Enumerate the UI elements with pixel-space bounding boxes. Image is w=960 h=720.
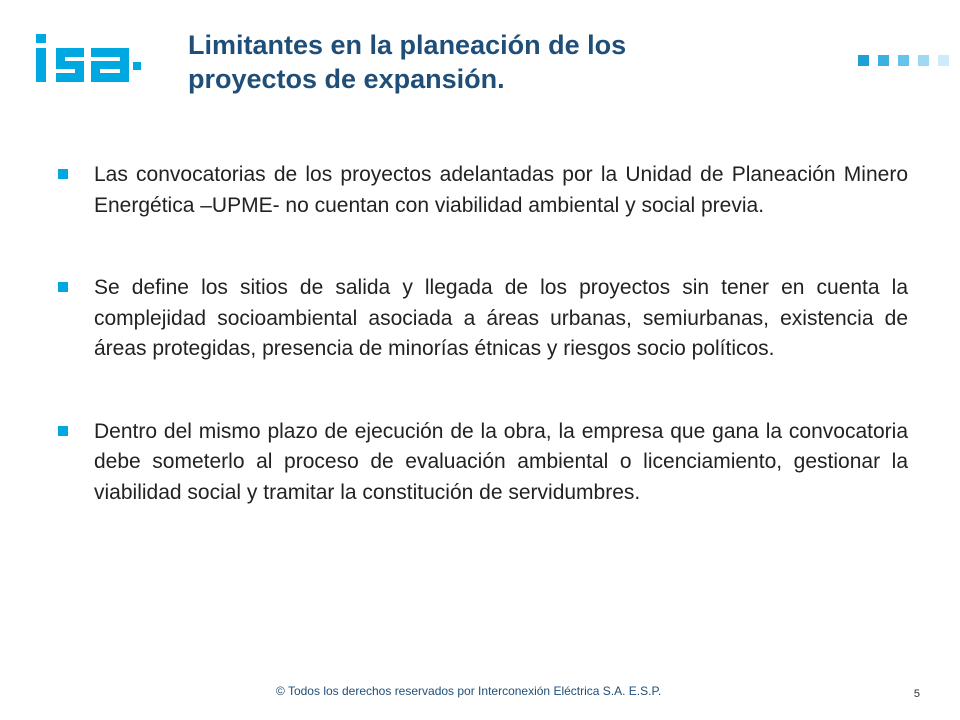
page-number: 5 <box>913 688 920 700</box>
square-bullet-icon <box>58 426 68 436</box>
decorative-square <box>918 55 929 66</box>
decorative-square <box>878 55 889 66</box>
square-bullet-icon <box>58 282 68 292</box>
decorative-square <box>898 55 909 66</box>
bullet-text: Se define los sitios de salida y llegada de los proyectos sin tener en cuenta la complejidad socioambiental asociada a áreas urbanas, semiurbanas, existencia de áreas protegidas, presencia de minorías étnicas y riesgos socio políticos. <box>94 276 908 360</box>
bullet-list <box>58 160 908 560</box>
slide-title <box>188 28 808 96</box>
footer-copyright: © Todos los derechos reservados por Interconexión Eléctrica S.A. E.S.P. <box>276 684 662 698</box>
square-bullet-icon <box>58 169 68 179</box>
bullet-text: Las convocatorias de los proyectos adelantadas por la Unidad de Planeación Minero Energética –UPME- no cuentan con viabilidad ambiental y social previa. <box>94 163 908 217</box>
bullet-item <box>58 273 908 365</box>
bullet-item <box>58 417 908 509</box>
slide-title-line-2: proyectos de expansión. <box>188 64 505 94</box>
bullet-text: Dentro del mismo plazo de ejecución de la obra, la empresa que gana la convocatoria debe someterlo al proceso de evaluación ambiental o licenciamiento, gestionar la viabilidad social y tramitar la constitución de servidumbres. <box>94 419 908 504</box>
bullet-item <box>58 160 908 221</box>
decorative-square <box>858 55 869 66</box>
slide-title-line-1: Limitantes en la planeación de los <box>188 30 627 60</box>
decorative-square <box>938 55 949 66</box>
isa-logo <box>34 32 154 84</box>
